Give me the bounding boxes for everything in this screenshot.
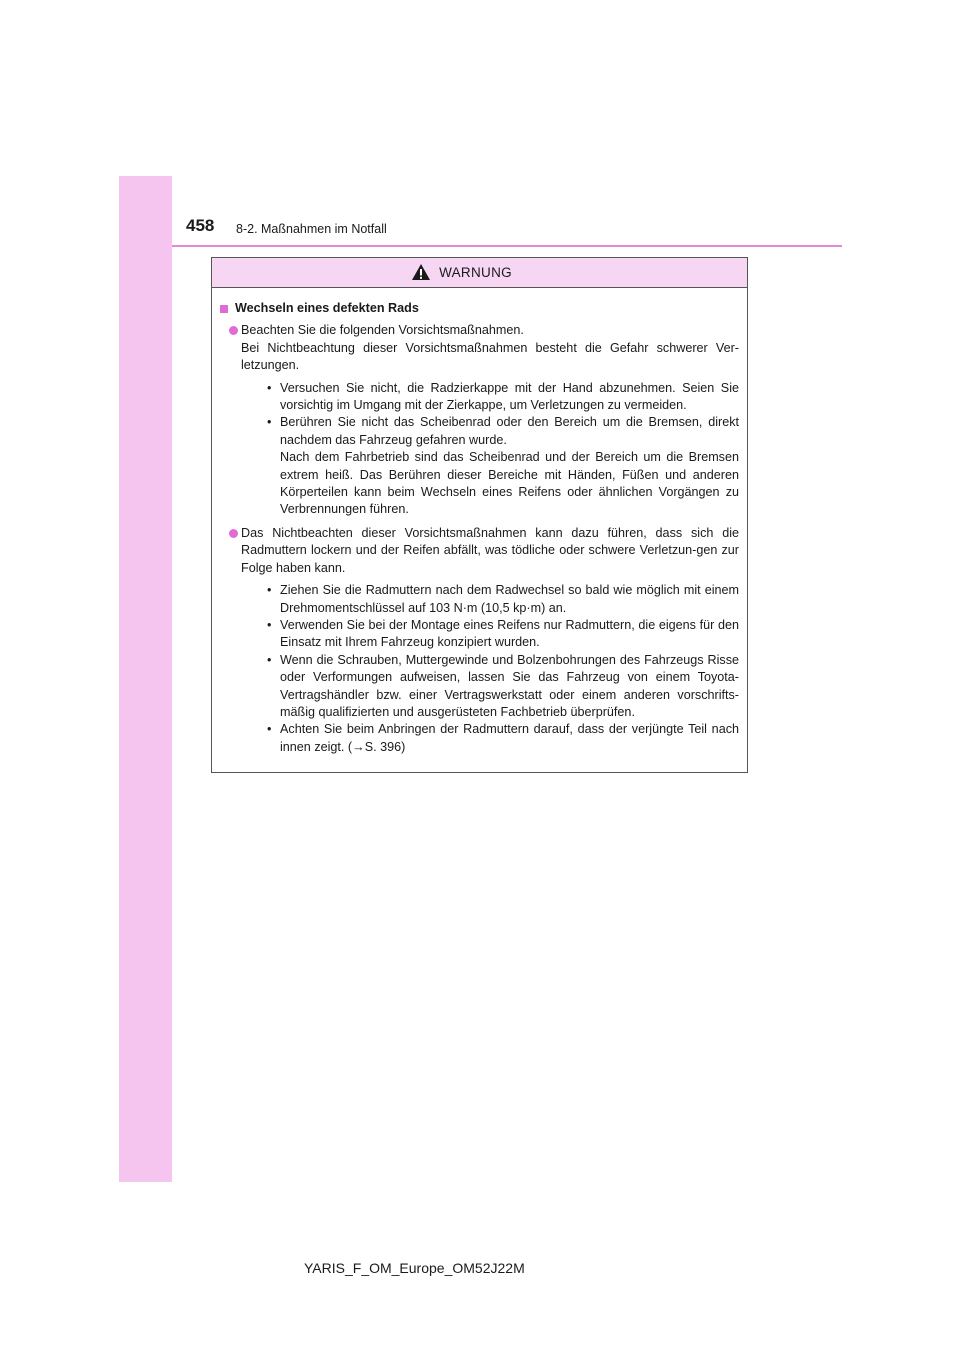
circle-bullet-icon [229, 326, 238, 335]
warning-body [212, 288, 747, 756]
item-line: Das Nichtbeachten dieser Vorsichtsmaßnahmen kann dazu führen, dass sich die Radmuttern lockern und der Reifen abfällt, was tödliche oder schwere Verletzun-gen zur Folge haben kann. [241, 525, 739, 575]
sub-item-text: Ziehen Sie die Radmuttern nach dem Radwechsel so bald wie möglich mit einem Drehmomentschlüssel auf 103 N·m (10,5 kp·m) an. [280, 583, 739, 615]
sub-bullet-icon: • [267, 722, 272, 737]
square-bullet-icon [220, 305, 228, 313]
warning-box [211, 257, 748, 773]
sub-list [241, 380, 739, 519]
sub-bullet-icon: • [267, 652, 272, 667]
header-rule [172, 245, 842, 247]
sub-bullet-icon: • [267, 617, 272, 632]
side-color-strip [119, 176, 172, 1182]
sub-item-text: Achten Sie beim Anbringen der Radmuttern darauf, dass der verjüngte Teil nach innen zeigt. (→S. 396) [280, 722, 739, 754]
sub-list-item [241, 721, 739, 756]
list-item [220, 525, 739, 756]
section-title: 8-2. Maßnahmen im Notfall [236, 222, 387, 236]
item-line: Beachten Sie die folgenden Vorsichtsmaßnahmen. [241, 323, 524, 338]
sub-item-text: Berühren Sie nicht das Scheibenrad oder den Bereich um die Bremsen, direkt nachdem das Fahrzeug gefahren wurde. [280, 415, 739, 447]
warning-header [212, 258, 747, 288]
page-number: 458 [186, 216, 215, 235]
item-line: Bei Nichtbeachtung dieser Vorsichtsmaßnahmen besteht die Gefahr schwerer Ver-letzungen. [241, 340, 739, 373]
sub-bullet-icon: • [267, 415, 272, 430]
sub-list-item [241, 652, 739, 722]
circle-bullet-icon [229, 529, 238, 538]
warning-heading-text: Wechseln eines defekten Rads [235, 301, 419, 315]
sub-item-text: Versuchen Sie nicht, die Radzierkappe mit der Hand abzunehmen. Seien Sie vorsichtig im Umgang mit der Zierkappe, um Verletzungen zu vermeiden. [280, 380, 739, 413]
list-item [220, 322, 739, 518]
sub-item-text: Wenn die Schrauben, Muttergewinde und Bolzenbohrungen des Fahrzeugs Risse oder Verformungen aufweisen, lassen Sie das Fahrzeug von einem Toyota-Vertragshändler bzw. einer Vertragswerkstatt oder einem anderen vorschrifts-mäßig qualifizierten und ausgerüsteten Fachbetrieb überprüfen. [280, 652, 739, 719]
footer-document-code: YARIS_F_OM_Europe_OM52J22M [304, 1260, 525, 1276]
sub-item-text: Nach dem Fahrbetrieb sind das Scheibenrad und der Bereich um die Bremsen extrem heiß. Das Berühren dieser Bereiche mit Händen, Füßen und anderen Körperteilen kann beim Wechseln eines Reifens oder ähnlichen Vorgängen zu Verbrennungen führen. [280, 450, 739, 517]
sub-list [241, 582, 739, 756]
sub-list-item [241, 414, 739, 449]
sub-list-item [241, 380, 739, 415]
sub-bullet-icon: • [267, 380, 272, 395]
warning-heading [220, 300, 739, 317]
warning-triangle-icon [411, 263, 431, 281]
sub-list-item [241, 617, 739, 652]
sub-list-item-continuation [241, 449, 739, 519]
warning-title: WARNUNG [439, 265, 512, 280]
sub-list-item [241, 582, 739, 617]
sub-bullet-icon: • [267, 583, 272, 598]
sub-item-text: Verwenden Sie bei der Montage eines Reifens nur Radmuttern, die eigens für den Einsatz mit Ihrem Fahrzeug konzipiert wurden. [280, 617, 739, 650]
